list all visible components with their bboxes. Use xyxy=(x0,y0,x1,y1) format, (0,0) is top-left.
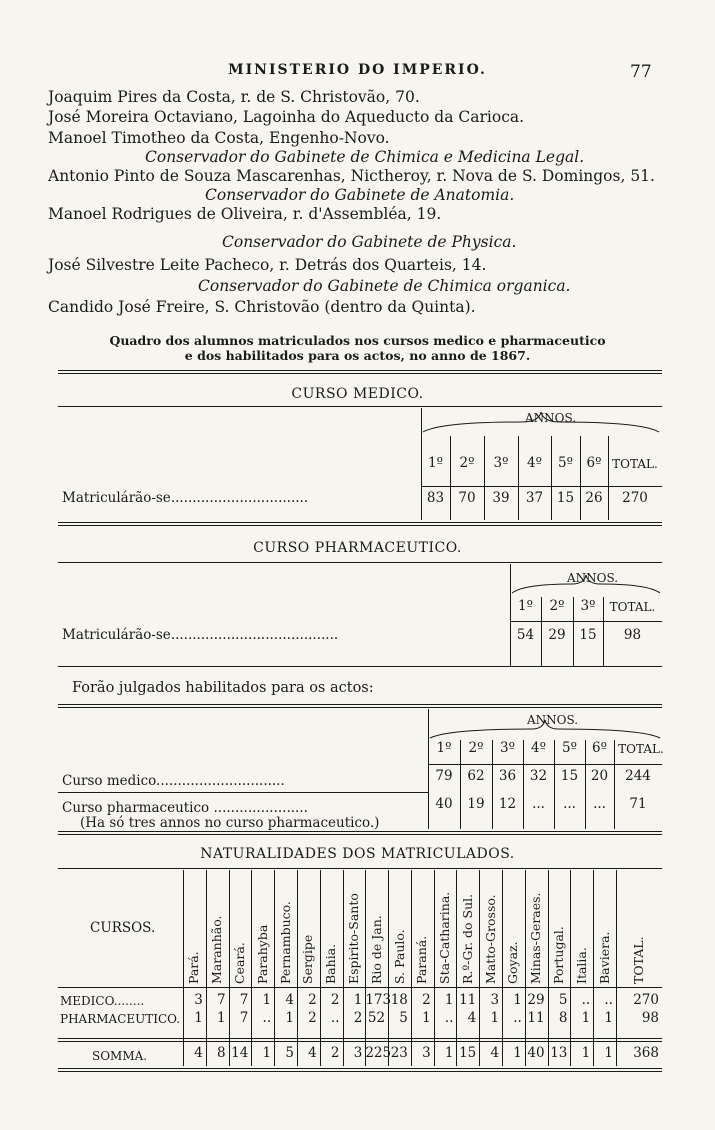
table-caption-line1: Quadro dos alumnos matriculados nos cursos medico e pharmaceutico xyxy=(109,333,606,348)
naturalidade-cell: 98 xyxy=(641,1010,659,1026)
somma-cell: 3 xyxy=(422,1045,431,1061)
cell-value: 12 xyxy=(498,796,517,812)
naturalidade-cell: 173 xyxy=(365,992,392,1008)
naturalidade-cell: 1 xyxy=(444,992,454,1008)
cell-value: 83 xyxy=(426,490,445,506)
grid-column-divider xyxy=(456,870,457,1066)
habilitados-intro: Forão julgados habilitados para os actos: xyxy=(72,680,374,696)
grid-column-divider xyxy=(343,870,344,1066)
year-header: 1º xyxy=(436,740,452,756)
naturalidade-column-header: Rio de Jan. xyxy=(368,915,384,984)
cell-value: 36 xyxy=(498,768,517,784)
grid-column-divider xyxy=(548,870,549,1066)
grid-column-divider xyxy=(229,870,230,1066)
cell-value: 32 xyxy=(529,768,548,784)
naturalidade-column-header: Paraná. xyxy=(414,935,430,984)
year-header: 4º xyxy=(531,740,546,756)
naturalidade-column-header: Minas-Geraes. xyxy=(528,892,544,984)
grid-column-divider xyxy=(479,870,480,1066)
somma-cell: 8 xyxy=(216,1045,226,1061)
naturalidade-cell: .. xyxy=(330,1010,340,1026)
somma-cell: 14 xyxy=(231,1045,249,1061)
naturalidade-column-header: Baviera. xyxy=(596,931,612,984)
year-header: 1º xyxy=(518,598,533,614)
naturalidade-column-header: Espirito-Santo xyxy=(345,893,361,984)
somma-cell: 23 xyxy=(390,1045,408,1061)
grid-column-divider xyxy=(434,870,435,1066)
naturalidade-cell: 4 xyxy=(285,992,294,1008)
naturalidade-cell: 18 xyxy=(390,992,408,1008)
annos-label: ANNOS. xyxy=(527,713,579,727)
naturalidade-cell: 2 xyxy=(330,992,340,1008)
naturalidade-cell: 1 xyxy=(262,992,272,1008)
naturalidade-cell: 7 xyxy=(239,1010,249,1026)
somma-cell: 1 xyxy=(444,1045,454,1061)
table-caption-line2: e dos habilitados para os actos, no anno de 1867. xyxy=(184,348,531,363)
naturalidade-cell: .. xyxy=(262,1010,272,1026)
naturalidade-column-header: Ceará. xyxy=(231,942,247,984)
naturalidade-cell: 5 xyxy=(399,1010,408,1026)
staff-role: Conservador do Gabinete de Chimica organica. xyxy=(198,277,571,295)
year-header: 2º xyxy=(468,740,484,756)
staff-line: Candido José Freire, S. Christovão (dentro da Quinta). xyxy=(48,298,476,316)
staff-line: Joaquim Pires da Costa, r. de S. Christovão, 70. xyxy=(48,88,420,106)
naturalidade-column-header: Bahia. xyxy=(323,943,339,984)
cell-value: 19 xyxy=(467,796,485,812)
naturalidade-column-header: Goyaz. xyxy=(505,941,521,984)
somma-label: SOMMA. xyxy=(92,1049,148,1063)
naturalidade-column-header: Sergipe xyxy=(300,934,316,984)
somma-cell: 15 xyxy=(459,1045,477,1061)
naturalidade-cell: 3 xyxy=(194,992,203,1008)
cell-value: 79 xyxy=(435,768,453,784)
naturalidade-cell: 270 xyxy=(633,992,659,1008)
somma-cell: 1 xyxy=(513,1045,522,1061)
naturalidade-cell: 1 xyxy=(285,1010,294,1026)
year-header: 1º xyxy=(428,455,443,471)
year-header: 5º xyxy=(558,455,573,471)
year-header: 3º xyxy=(500,740,515,756)
page-header xyxy=(0,62,715,82)
pharma-note: (Ha só tres annos no curso pharmaceutico.) xyxy=(80,815,380,831)
grid-column-divider xyxy=(365,870,366,1066)
staff-role: Conservador do Gabinete de Anatomia. xyxy=(205,186,515,204)
grid-column-divider xyxy=(274,870,275,1066)
cell-total: 98 xyxy=(623,627,642,643)
cell-total: 270 xyxy=(622,490,648,506)
page-title: MINISTERIO DO IMPERIO. xyxy=(228,62,487,78)
year-header: 6º xyxy=(592,740,607,756)
staff-line: José Silvestre Leite Pacheco, r. Detrás dos Quarteis, 14. xyxy=(48,256,487,274)
row-label: Matriculárão-se....................................... xyxy=(62,627,339,643)
somma-cell: 4 xyxy=(490,1045,500,1061)
annos-label: ANNOS. xyxy=(525,411,577,425)
total-header: TOTAL. xyxy=(609,600,656,614)
naturalidade-cell: 29 xyxy=(527,992,545,1008)
naturalidade-cell: .. xyxy=(444,1010,454,1026)
cell-value: 15 xyxy=(560,768,579,784)
naturalidades-title: NATURALIDADES DOS MATRICULADOS. xyxy=(200,846,515,862)
naturalidade-cell: 2 xyxy=(353,1010,363,1026)
year-header: 3º xyxy=(493,455,509,471)
total-header: TOTAL. xyxy=(618,742,664,756)
naturalidade-column-header: Parahyba xyxy=(254,924,270,984)
naturalidade-column-header: Matto-Grosso. xyxy=(482,894,498,984)
grid-column-divider xyxy=(525,870,526,1066)
cell-value: 29 xyxy=(548,627,566,643)
naturalidade-cell: 11 xyxy=(527,1010,545,1026)
naturalidade-column-header: Portugal. xyxy=(551,926,567,984)
somma-cell: 225 xyxy=(365,1045,392,1061)
naturalidade-cell: 5 xyxy=(558,992,568,1008)
naturalidade-cell: 1 xyxy=(422,1010,431,1026)
naturalidade-cell: 1 xyxy=(216,1010,226,1026)
naturalidade-cell: 2 xyxy=(308,1010,317,1026)
staff-line: Manoel Rodrigues de Oliveira, r. d'Assembléa, 19. xyxy=(48,205,442,223)
naturalidade-column-header: Maranhão. xyxy=(209,915,225,984)
grid-column-divider xyxy=(411,870,412,1066)
cell-value: 15 xyxy=(579,627,597,643)
cell-value: 70 xyxy=(458,490,476,506)
year-header: 5º xyxy=(562,740,577,756)
somma-cell: 1 xyxy=(604,1045,613,1061)
row-label: Curso medico.............................. xyxy=(62,773,285,789)
somma-cell: 40 xyxy=(527,1045,545,1061)
grid-column-divider xyxy=(570,870,571,1066)
naturalidade-column-header: TOTAL. xyxy=(631,936,646,984)
grid-column-divider xyxy=(206,870,207,1066)
naturalidade-cell: 1 xyxy=(194,1010,203,1026)
naturalidade-cell: 2 xyxy=(308,992,317,1008)
naturalidade-cell: 1 xyxy=(513,992,522,1008)
cell-value: 15 xyxy=(556,490,575,506)
cursos-label: CURSOS. xyxy=(90,920,156,936)
year-header: 2º xyxy=(549,598,565,614)
grid-column-divider xyxy=(593,870,594,1066)
grid-column-divider xyxy=(616,870,617,1066)
year-header: 4º xyxy=(527,455,542,471)
cell-value: ... xyxy=(563,796,576,812)
somma-cell: 5 xyxy=(285,1045,294,1061)
naturalidade-cell: 1 xyxy=(490,1010,500,1026)
somma-cell: 3 xyxy=(353,1045,363,1061)
cell-value: 37 xyxy=(525,490,544,506)
naturalidade-cell: 11 xyxy=(459,992,477,1008)
grid-column-divider xyxy=(297,870,298,1066)
naturalidade-cell: 3 xyxy=(490,992,500,1008)
year-header: 6º xyxy=(586,455,602,471)
staff-role: Conservador do Gabinete de Physica. xyxy=(222,233,517,251)
naturalidade-column-header: Pernambuco. xyxy=(277,901,293,984)
naturalidade-column-header: Sta-Catharina. xyxy=(437,891,453,984)
cell-value: 26 xyxy=(585,490,603,506)
naturalidade-column-header: R.º-Gr. do Sul. xyxy=(459,893,475,984)
staff-line: Manoel Timotheo da Costa, Engenho-Novo. xyxy=(48,129,390,147)
naturalidade-cell: 4 xyxy=(467,1010,477,1026)
grid-column-divider xyxy=(388,870,389,1066)
cell-total: 244 xyxy=(625,768,651,784)
cell-value: 40 xyxy=(435,796,453,812)
annos-label: ANNOS. xyxy=(567,571,619,585)
curso-medico-title: CURSO MEDICO. xyxy=(291,386,424,402)
year-header: 3º xyxy=(580,598,596,614)
grid-column-divider xyxy=(251,870,252,1066)
staff-line: José Moreira Octaviano, Lagoinha do Aqueducto da Carioca. xyxy=(48,108,525,126)
grid-column-divider xyxy=(183,870,184,1066)
somma-cell: 368 xyxy=(633,1045,659,1061)
grid-column-divider xyxy=(320,870,321,1066)
staff-line: Antonio Pinto de Souza Mascarenhas, Nictheroy, r. Nova de S. Domingos, 51. xyxy=(48,167,655,185)
cell-value: 62 xyxy=(467,768,485,784)
naturalidade-cell: .. xyxy=(604,992,613,1008)
somma-cell: 13 xyxy=(550,1045,568,1061)
naturalidade-column-header: Pará. xyxy=(186,951,202,984)
row-label: MEDICO........ xyxy=(60,994,145,1008)
naturalidade-cell: 52 xyxy=(367,1010,386,1026)
cell-value: 54 xyxy=(516,627,535,643)
total-header: TOTAL. xyxy=(612,457,658,471)
curso-pharma-title: CURSO PHARMACEUTICO. xyxy=(253,540,462,556)
row-label: Curso pharmaceutico ...................... xyxy=(62,800,308,816)
somma-cell: 4 xyxy=(194,1045,203,1061)
cell-value: ... xyxy=(532,796,545,812)
row-label: Matriculárão-se................................ xyxy=(62,490,309,506)
cell-total: 71 xyxy=(629,796,647,812)
somma-cell: 4 xyxy=(308,1045,317,1061)
naturalidade-cell: 7 xyxy=(239,992,249,1008)
cell-value: 20 xyxy=(590,768,609,784)
somma-cell: 1 xyxy=(262,1045,272,1061)
cell-value: ... xyxy=(593,796,606,812)
page-number: 77 xyxy=(630,62,652,82)
somma-cell: 2 xyxy=(330,1045,340,1061)
cell-value: 39 xyxy=(492,490,510,506)
naturalidade-cell: 8 xyxy=(558,1010,568,1026)
naturalidade-column-header: S. Paulo. xyxy=(391,929,407,984)
naturalidade-column-header: Italia. xyxy=(573,947,589,984)
naturalidade-cell: 7 xyxy=(216,992,226,1008)
naturalidade-cell: .. xyxy=(581,992,591,1008)
naturalidade-cell: 1 xyxy=(353,992,363,1008)
grid-column-divider xyxy=(502,870,503,1066)
row-label: PHARMACEUTICO. xyxy=(60,1012,181,1026)
naturalidade-cell: 2 xyxy=(422,992,431,1008)
year-header: 2º xyxy=(459,455,475,471)
naturalidade-cell: 1 xyxy=(581,1010,591,1026)
naturalidade-cell: 1 xyxy=(604,1010,613,1026)
naturalidade-cell: .. xyxy=(513,1010,522,1026)
staff-role: Conservador do Gabinete de Chimica e Medicina Legal. xyxy=(145,148,585,166)
somma-cell: 1 xyxy=(581,1045,591,1061)
